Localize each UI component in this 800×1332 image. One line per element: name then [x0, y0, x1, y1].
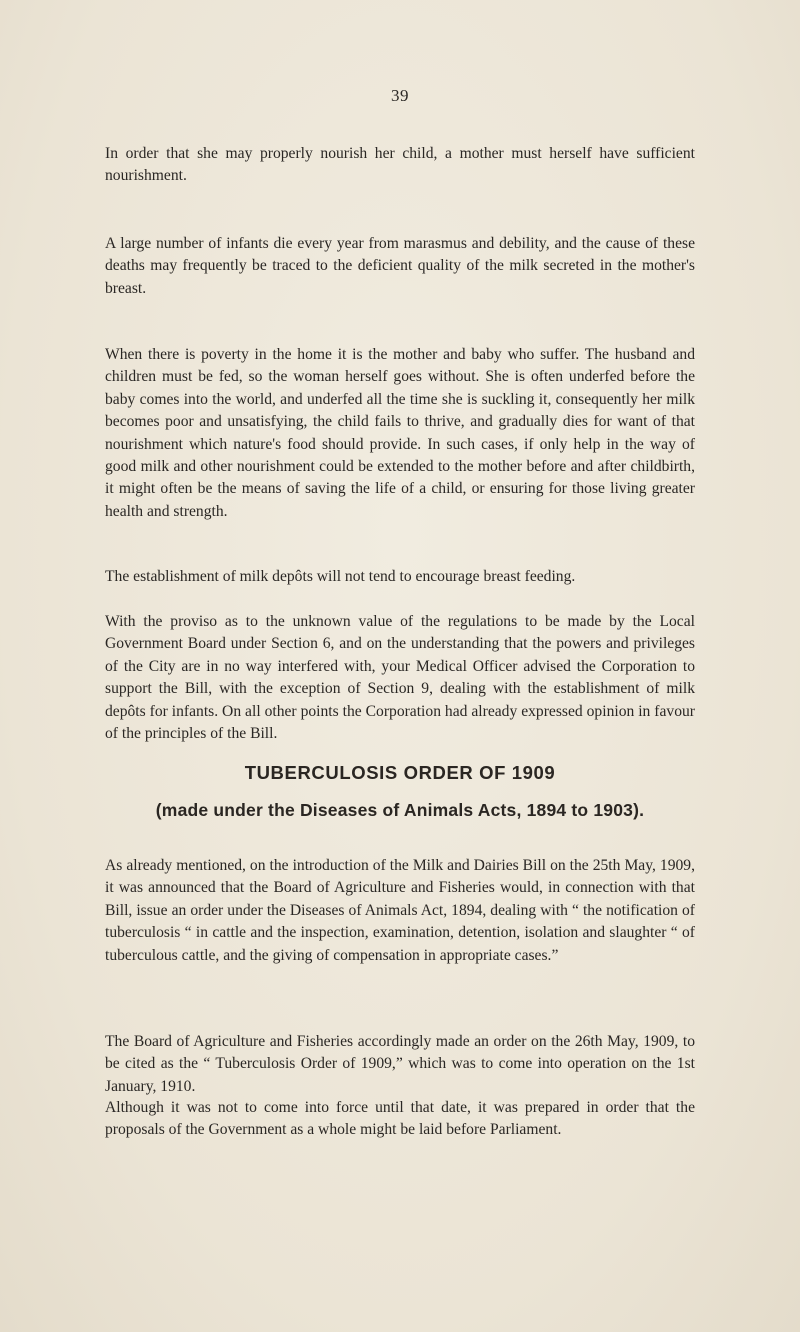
section-subheading: (made under the Diseases of Animals Acts, 1894 to 1903).	[155, 800, 645, 820]
page-number: 39	[391, 86, 409, 105]
section-heading: TUBERCULOSIS ORDER OF 1909	[244, 762, 556, 783]
paragraph-board-order: The Board of Agriculture and Fisheries accordingly made an order on the 26th May, 1909, to be cited as the “ Tuberculosis Order of 1909,” which was to come into operation on the 1st January, 1910.	[105, 1033, 695, 1095]
paragraph-proviso: With the proviso as to the unknown value of the regulations to be made by the Local Government Board under Section 6, and on the understanding that the powers and privileges of the City are in no way interfered with, your Medical Officer advised the Corporation to support the Bill, with the exception of Section 9, dealing with the establishment of milk depôts for infants. On all other points the Corporation had already expressed opinion in favour of the principles of the Bill.	[105, 613, 695, 743]
paragraph-milk-dairies-bill: As already mentioned, on the introduction of the Milk and Dairies Bill on the 25th May, 1909, it was announced that the Board of Agriculture and Fisheries would, in connection with that Bill, issue an order under the Diseases of Animals Act, 1894, dealing with “ the notification of tuberculosis “ in cattle and the inspection, examination, detention, isolation and slaughter “ of tuberculous cattle, and the giving of compensation in appropriate cases.”	[105, 857, 695, 964]
paragraph-milk-depots: The establishment of milk depôts will not tend to encourage breast feeding.	[105, 568, 576, 585]
paragraph-parliament: Although it was not to come into force until that date, it was prepared in order that the proposals of the Government as a whole might be laid before Parliament.	[105, 1099, 695, 1139]
paragraph-nourishment: In order that she may properly nourish her child, a mother must herself have sufficient nourishment.	[105, 145, 695, 185]
paragraph-poverty: When there is poverty in the home it is the mother and baby who suffer. The husband and children must be fed, so the woman herself goes without. She is often underfed before the baby comes into the world, and underfed all the time she is suckling it, consequently her milk becomes poor and unsatisfying, the child fails to thrive, and gradually dies for want of that nourishment which nature's food should provide. In such cases, if only help in the way of good milk and other nourishment could be extended to the mother before and after childbirth, it might often be the means of saving the life of a child, or ensuring for those living greater health and strength.	[105, 346, 695, 520]
paragraph-marasmus: A large number of infants die every year from marasmus and debility, and the cause of these deaths may frequently be traced to the deficient quality of the milk secreted in the mother's breast.	[105, 235, 695, 297]
